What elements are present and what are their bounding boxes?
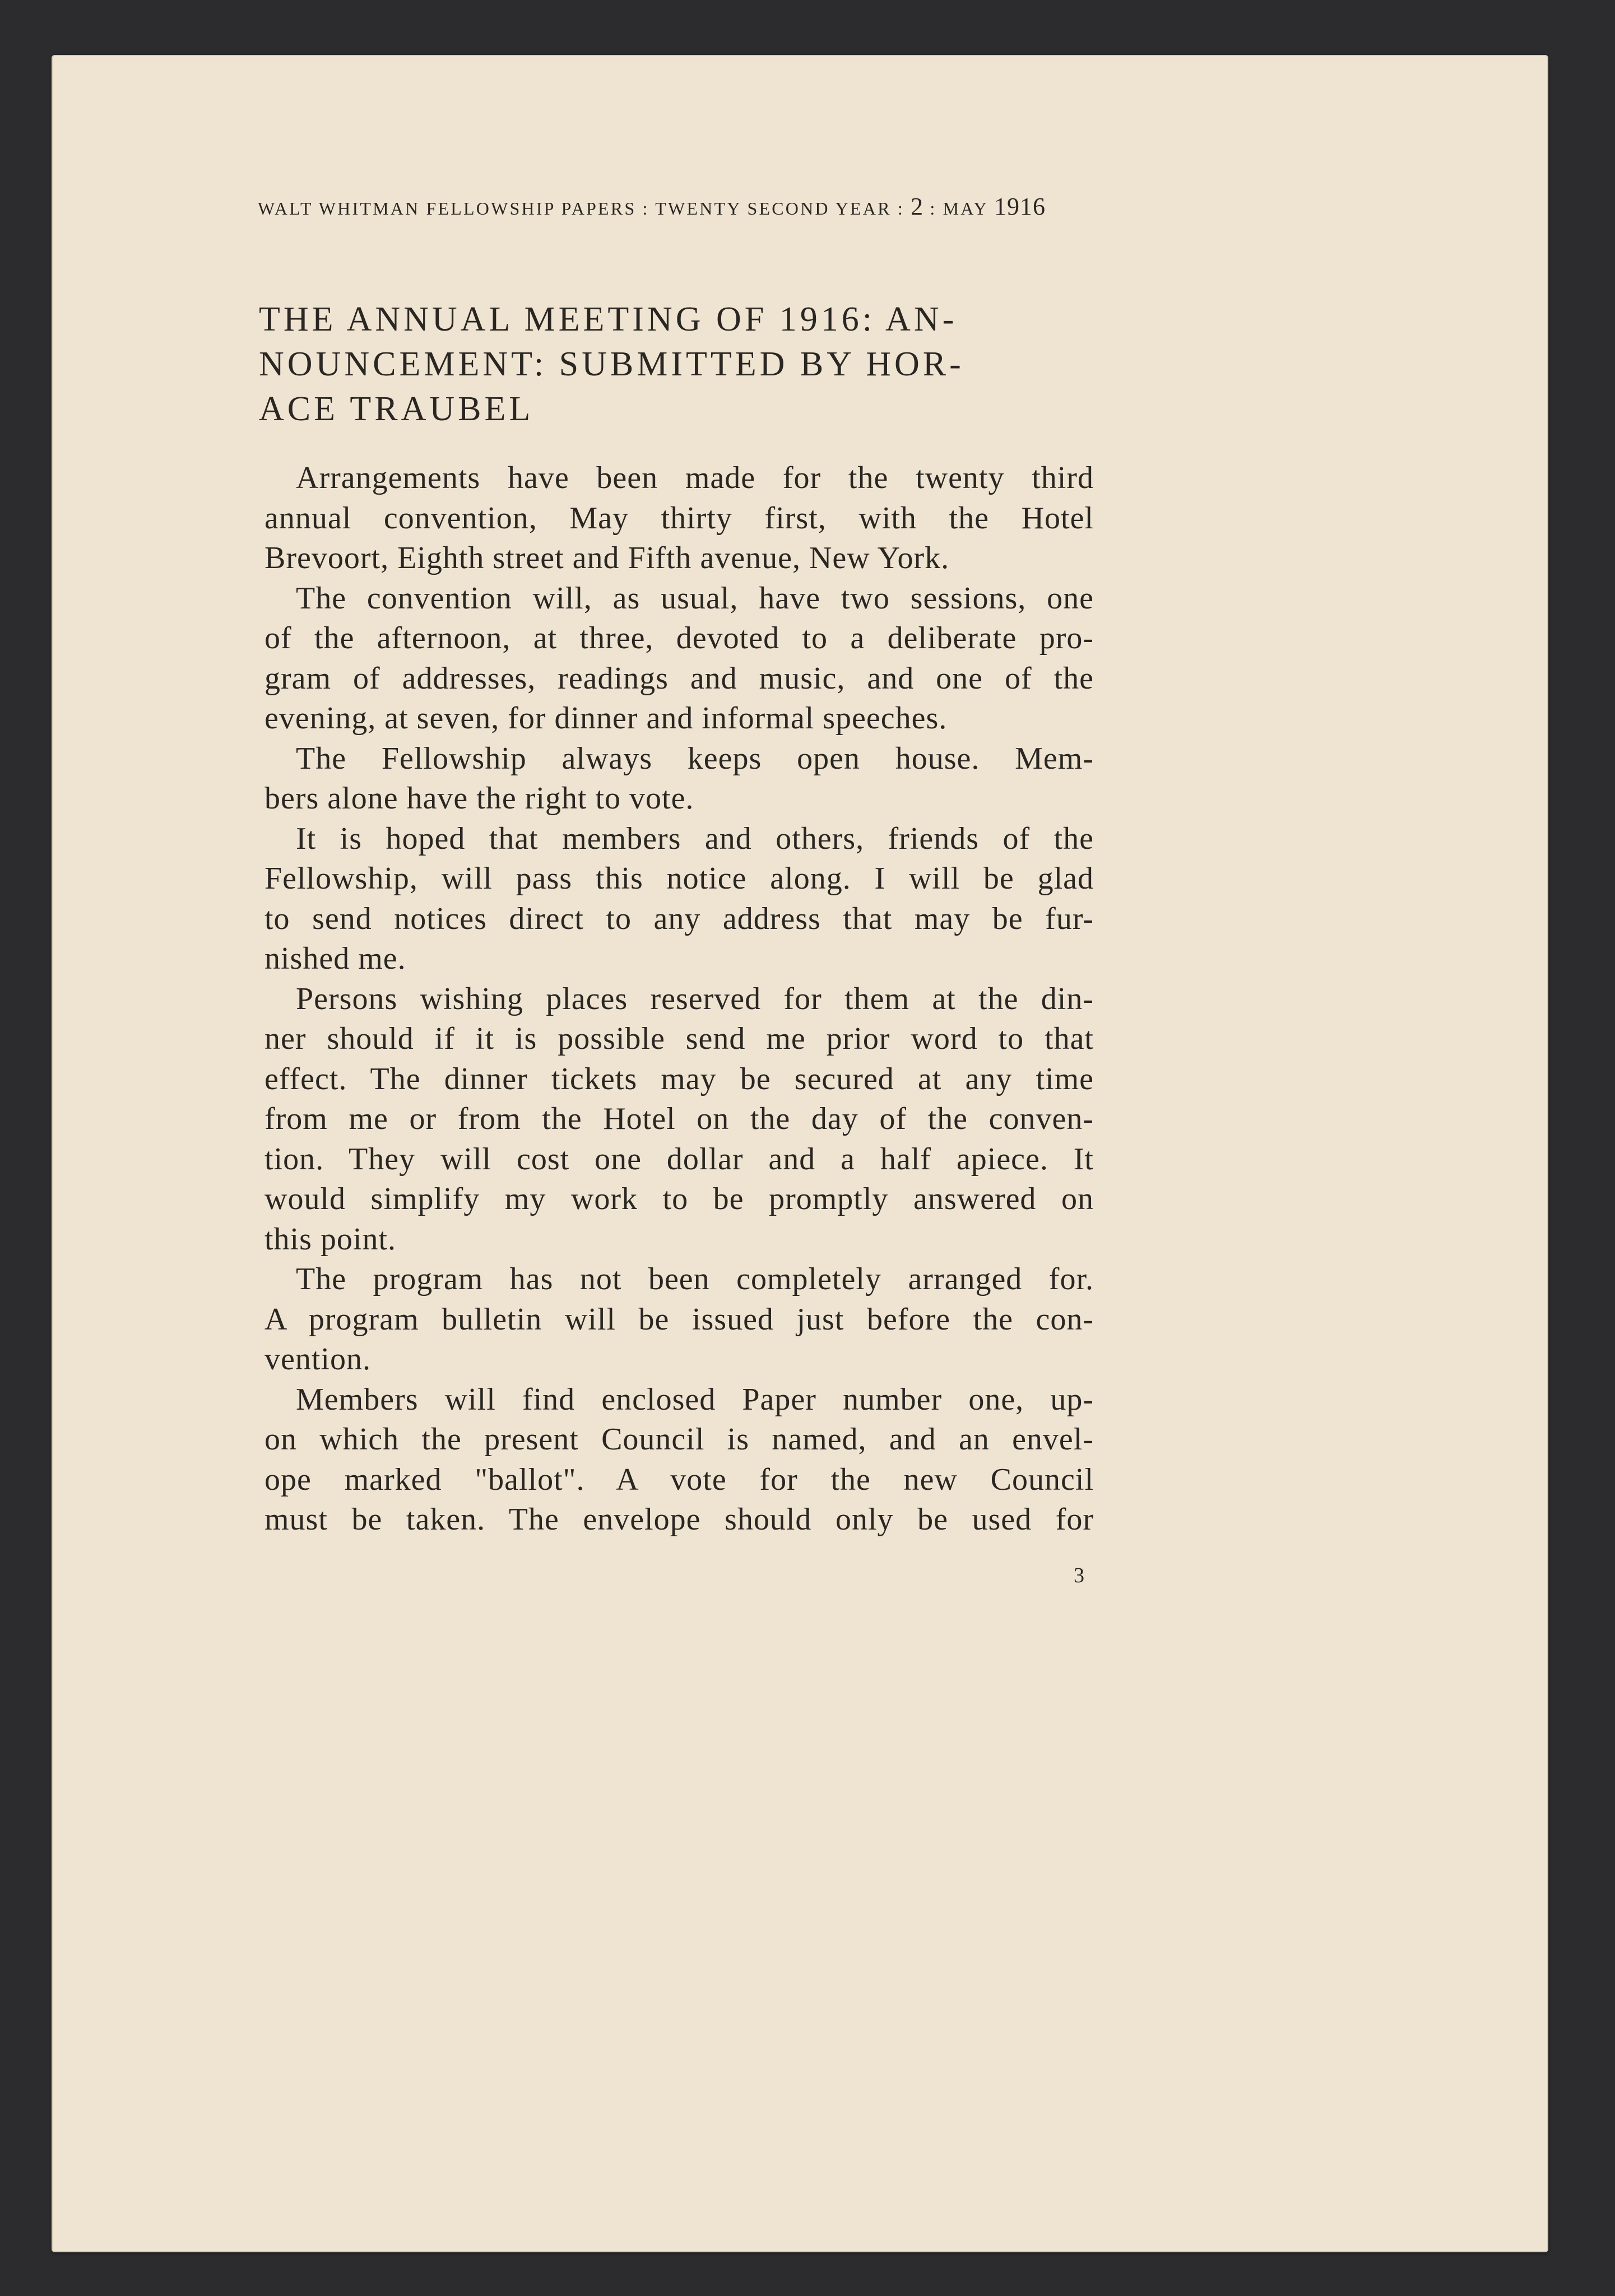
body-line: Persons wishing places reserved for them at the din- <box>296 981 1094 1016</box>
title-line: ACE TRAUBEL <box>259 390 534 428</box>
body-line: It is hoped that members and others, friends of the <box>296 821 1094 856</box>
paper-number: 2 <box>911 193 924 220</box>
body-line: bers alone have the right to vote. <box>264 781 694 816</box>
body-line: Arrangements have been made for the twenty third <box>296 461 1094 495</box>
running-head-text: WALT WHITMAN FELLOWSHIP PAPERS : TWENTY SECOND YEAR : <box>258 198 911 219</box>
title-line: NOUNCEMENT: SUBMITTED BY HOR- <box>259 345 964 383</box>
body-line: The convention will, as usual, have two sessions, one <box>296 580 1094 616</box>
running-head-year: 1916 <box>994 193 1046 220</box>
body-line: evening, at seven, for dinner and informal speeches. <box>264 701 948 736</box>
article-title <box>259 297 1094 431</box>
running-head-month: : MAY <box>923 198 994 219</box>
body-line: must be taken. The envelope should only be used for <box>264 1502 1094 1537</box>
body-line: A program bulletin will be issued just before the con- <box>264 1302 1094 1337</box>
body-line: vention. <box>264 1342 371 1377</box>
body-line: to send notices direct to any address that may be fur- <box>264 901 1094 936</box>
article-body <box>264 458 1094 1540</box>
page-number: 3 <box>1074 1564 1084 1587</box>
body-line: Brevoort, Eighth street and Fifth avenue, New York. <box>264 541 950 575</box>
body-line: The Fellowship always keeps open house. Mem- <box>296 741 1094 776</box>
running-head <box>258 192 1087 221</box>
body-line: gram of addresses, readings and music, and one of the <box>264 661 1094 696</box>
body-line: would simplify my work to be promptly answered on <box>264 1182 1094 1216</box>
body-line: of the afternoon, at three, devoted to a deliberate pro- <box>264 621 1094 656</box>
body-line: ope marked "ballot". A vote for the new Council <box>264 1462 1094 1497</box>
body-line: this point. <box>264 1221 397 1257</box>
body-line: tion. They will cost one dollar and a half apiece. It <box>264 1141 1094 1177</box>
body-line: Members will find enclosed Paper number one, up- <box>296 1382 1094 1417</box>
body-line: Fellowship, will pass this notice along. I will be glad <box>264 861 1094 896</box>
body-line: ner should if it is possible send me prior word to that <box>264 1021 1094 1056</box>
body-line: from me or from the Hotel on the day of the conven- <box>264 1101 1094 1136</box>
body-line: on which the present Council is named, and an envel- <box>264 1422 1094 1457</box>
body-line: The program has not been completely arranged for. <box>296 1262 1094 1296</box>
body-line: nished me. <box>264 941 406 976</box>
body-line: annual convention, May thirty first, with the Hotel <box>264 500 1094 536</box>
title-line: THE ANNUAL MEETING OF 1916: AN- <box>259 300 958 338</box>
body-line: effect. The dinner tickets may be secured at any time <box>264 1061 1094 1096</box>
